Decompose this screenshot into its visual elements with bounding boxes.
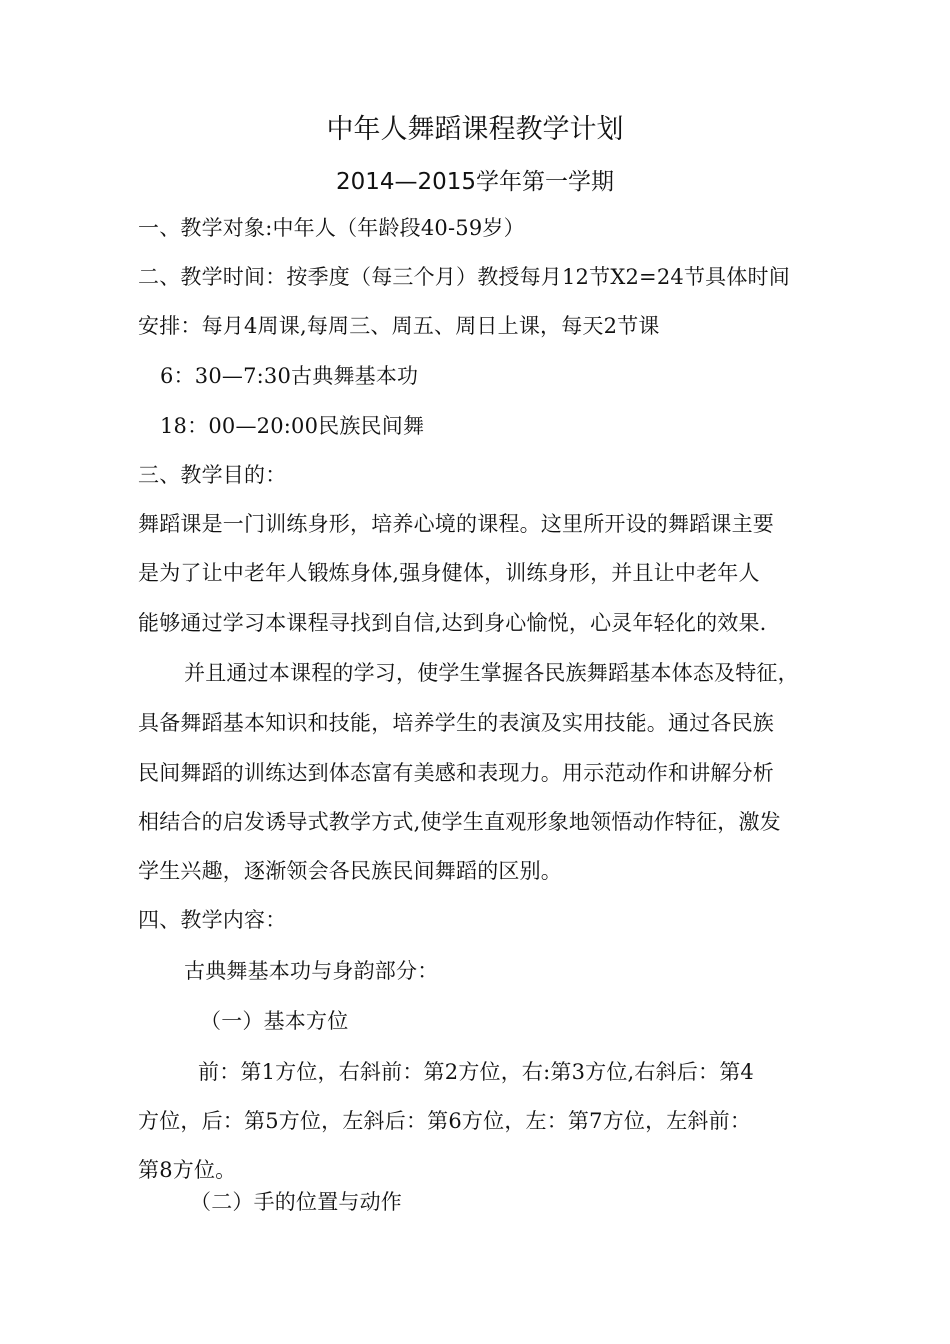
paragraph-line: 方位，后：第5方位，左斜后：第6方位，左：第7方位，左斜前： <box>138 1109 752 1133</box>
paragraph-line: 第8方位。 <box>138 1158 237 1182</box>
paragraph-line: 学生兴趣，逐渐领会各民族民间舞蹈的区别。 <box>138 859 562 883</box>
paragraph-line: 能够通过学习本课程寻找到自信,达到身心愉悦，心灵年轻化的效果. <box>138 611 767 635</box>
schedule-line: 6：30—7:30古典舞基本功 <box>160 364 419 388</box>
document-subtitle: 2014—2015学年第一学期 <box>335 169 615 195</box>
document-title: 中年人舞蹈课程教学计划 <box>326 114 624 145</box>
paragraph-line: 相结合的启发诱导式教学方式,使学生直观形象地领悟动作特征，激发 <box>138 810 781 834</box>
schedule-line: 18：00—20:00民族民间舞 <box>160 414 425 438</box>
paragraph-line: 并且通过本课程的学习，使学生掌握各民族舞蹈基本体态及特征， <box>184 661 799 685</box>
subheading-hand-positions: （二）手的位置与动作 <box>190 1190 402 1214</box>
subheading-orientation: （一）基本方位 <box>200 1009 349 1033</box>
paragraph-line: 前：第1方位，右斜前：第2方位，右:第3方位,右斜后：第4 <box>198 1060 754 1084</box>
section-heading-target: 一、教学对象:中年人（年龄段40-59岁） <box>138 216 525 240</box>
paragraph-line: 具备舞蹈基本知识和技能，培养学生的表演及实用技能。通过各民族 <box>138 711 774 735</box>
section-heading-goal: 三、教学目的： <box>138 463 287 487</box>
paragraph-line: 舞蹈课是一门训练身形，培养心境的课程。这里所开设的舞蹈课主要 <box>138 512 774 536</box>
subheading: 古典舞基本功与身韵部分： <box>184 959 439 983</box>
paragraph-line: 是为了让中老年人锻炼身体,强身健体，训练身形，并且让中老年人 <box>138 561 760 585</box>
section-heading-content: 四、教学内容： <box>138 908 287 932</box>
paragraph-line: 安排：每月4周课,每周三、周五、周日上课，每天2节课 <box>138 314 660 338</box>
section-heading-time: 二、教学时间：按季度（每三个月）教授每月12节X2=24节具体时间 <box>138 265 790 289</box>
paragraph-line: 民间舞蹈的训练达到体态富有美感和表现力。用示范动作和讲解分析 <box>138 761 774 785</box>
